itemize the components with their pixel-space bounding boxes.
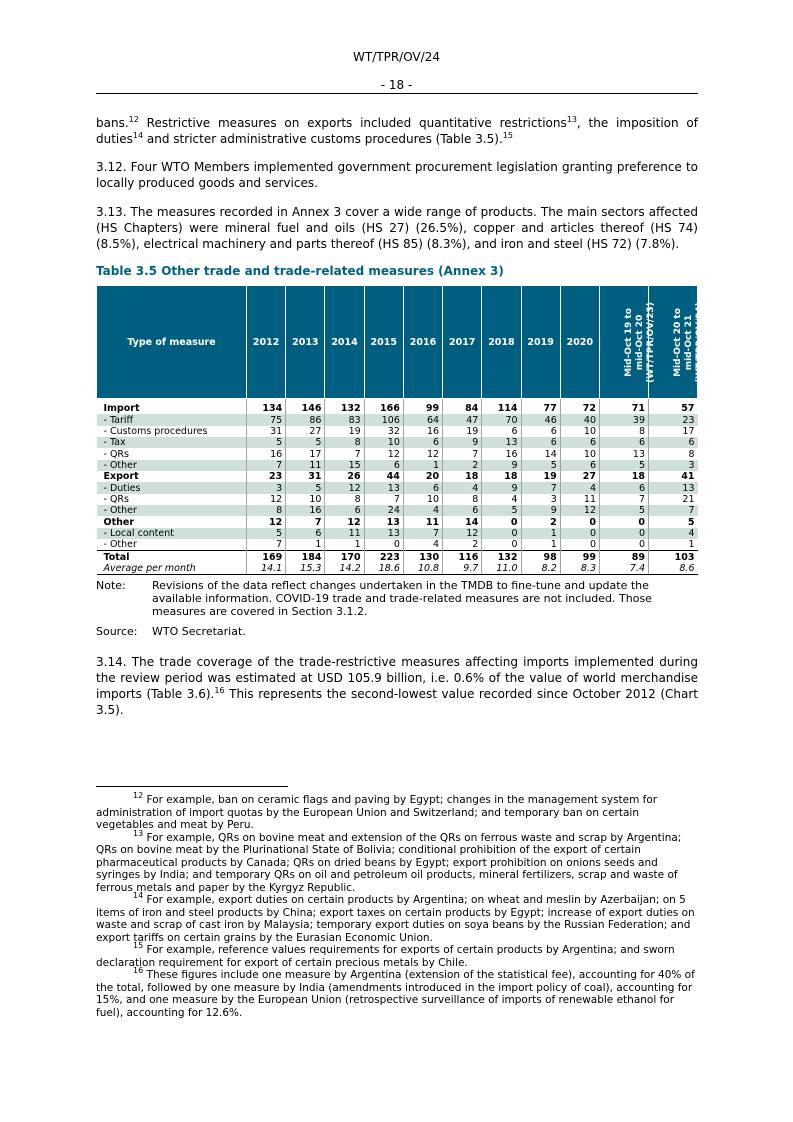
table-cell: 18: [482, 471, 521, 482]
table-cell: 6: [482, 426, 521, 437]
table-cell: 8.6: [649, 563, 698, 575]
table-cell: 18.6: [364, 563, 403, 575]
column-header-year: 2018: [482, 286, 521, 399]
footnote-number: 14: [133, 891, 144, 900]
table-cell: 1: [403, 460, 442, 471]
note-label: Note:: [96, 579, 126, 592]
table-cell: 4: [443, 482, 482, 493]
table-cell: 40: [560, 414, 599, 425]
table-cell: 89: [600, 551, 649, 563]
table-cell: 23: [649, 414, 698, 425]
table-cell: 39: [600, 414, 649, 425]
table-cell: 116: [443, 551, 482, 563]
table-cell: 15.3: [286, 563, 325, 575]
table-cell: 13: [649, 482, 698, 493]
table-cell: 5: [286, 437, 325, 448]
table-cell: 10: [560, 426, 599, 437]
table-cell: 7: [364, 494, 403, 505]
footnote-text: For example, reference values requirements for exports of certain products by Argentina; and sworn declaration requirement for export of certain precious metals by Chile.: [96, 944, 675, 969]
table-cell: 8: [247, 505, 286, 516]
column-header-year: 2014: [325, 286, 364, 399]
table-cell: 11: [325, 528, 364, 539]
column-header-period-label: Mid-Oct 19 to mid-Oct 20 (WT/TPR/OV/23): [623, 301, 656, 383]
table-cell: 7: [600, 494, 649, 505]
column-header-year: 2020: [560, 286, 599, 399]
table-row: [97, 471, 698, 482]
table-cell: 7: [649, 505, 698, 516]
footnote: [96, 966, 698, 1019]
table-cell: 8: [649, 448, 698, 459]
table-cell: 12: [325, 482, 364, 493]
table-cell: 223: [364, 551, 403, 563]
row-label: Other: [103, 516, 135, 528]
table-cell: 71: [600, 403, 649, 414]
footnote: [96, 791, 698, 832]
table-cell: 4: [403, 539, 442, 551]
table-cell: 184: [286, 551, 325, 563]
table-cell: 5: [247, 528, 286, 539]
row-label: Export: [103, 471, 139, 483]
table-cell: 106: [364, 414, 403, 425]
table-cell: 7: [443, 448, 482, 459]
table-cell: 0: [600, 528, 649, 539]
table-cell: 6: [325, 505, 364, 516]
table-cell: 6: [600, 482, 649, 493]
table-cell: 19: [325, 426, 364, 437]
table-cell: 10: [403, 494, 442, 505]
footnote-text: For example, export duties on certain products by Argentina; on wheat and meslin by Azerbaijan; on 5 items of iron and steel products by China; export taxes on certain products by Egypt; increase of export duties on waste and scrap of cast iron by Malaysia; temporary export duties on soya beans by the Russian Federation; and export tariffs on certain grains by the Eurasian Economic Union.: [96, 894, 695, 944]
table-cell: 5: [286, 482, 325, 493]
table-cell: 70: [482, 414, 521, 425]
table-cell: 8: [443, 494, 482, 505]
table-cell: 12: [325, 516, 364, 527]
table-cell: 13: [364, 482, 403, 493]
footnote: [96, 891, 698, 944]
footnote: [96, 941, 698, 969]
table-cell: 10: [560, 448, 599, 459]
table-cell: 166: [364, 403, 403, 414]
column-header-year: 2017: [443, 286, 482, 399]
table-cell: 11: [286, 460, 325, 471]
paragraph-continuation: bans.$^{12}$ Restrictive measures on exports included quantitative restrictions$^{13}$, the imposition of duties$^{14}$ and stricter administrative customs procedures (Table 3.5).$^{15}$: [96, 115, 698, 146]
row-label: - QRs: [103, 448, 129, 460]
table-cell: 4: [649, 528, 698, 539]
table-cell: 12: [443, 528, 482, 539]
table-cell: 31: [286, 471, 325, 482]
table-cell: 7: [247, 539, 286, 551]
table-cell: 5: [247, 437, 286, 448]
table-cell: 12: [247, 494, 286, 505]
table-row: [97, 403, 698, 414]
table-cell: 132: [482, 551, 521, 563]
table-cell: 44: [364, 471, 403, 482]
row-label: - Duties: [97, 482, 247, 493]
table-cell: 13: [364, 528, 403, 539]
table-row: [97, 426, 698, 437]
table-header-row: [97, 286, 698, 399]
table-cell: 10: [286, 494, 325, 505]
table-cell: 21: [649, 494, 698, 505]
table-cell: 0: [560, 516, 599, 527]
table-cell: 7: [403, 528, 442, 539]
table-cell: 46: [521, 414, 560, 425]
table-cell: 0: [600, 539, 649, 551]
table-cell: 6: [286, 528, 325, 539]
table-cell: 1: [521, 539, 560, 551]
table-row: [97, 505, 698, 516]
table-cell: 13: [600, 448, 649, 459]
column-header-year: 2019: [521, 286, 560, 399]
table-cell: 47: [443, 414, 482, 425]
table-cell: 6: [649, 437, 698, 448]
table-cell: 9: [443, 437, 482, 448]
table-cell: 132: [325, 403, 364, 414]
table-cell: 32: [364, 426, 403, 437]
column-header-period-label: Mid-Oct 20 to mid-Oct 21 (WT/TPR/OV/24): [672, 301, 705, 383]
table-cell: 3: [247, 482, 286, 493]
table-cell: 7: [521, 482, 560, 493]
table-row: [97, 460, 698, 471]
row-label: - QRs: [103, 493, 129, 505]
row-label: - Tax: [97, 437, 247, 448]
table-cell: 0: [560, 539, 599, 551]
table-cell: 23: [247, 471, 286, 482]
column-header-type: Type of measure: [97, 286, 247, 399]
table-cell: 6: [560, 460, 599, 471]
table-cell: 1: [325, 539, 364, 551]
table-cell: 6: [560, 437, 599, 448]
table-cell: 9: [482, 460, 521, 471]
row-label: - Tariff: [97, 414, 247, 425]
table-cell: 27: [286, 426, 325, 437]
table-cell: 20: [403, 471, 442, 482]
measures-table: [96, 285, 705, 575]
table-row: [97, 414, 698, 425]
table-cell: 3: [649, 460, 698, 471]
table-cell: 2: [443, 539, 482, 551]
table-cell: 8: [325, 437, 364, 448]
footnote-text: These figures include one measure by Argentina (extension of the statistical fee), accounting for 40% of the total, followed by one measure by India (amendments introduced in the import policy of coal), accounting for 15%, and one measure by the European Union (retrospective surveillance of imports of renewable ethanol for fuel), accounting for 12.6%.: [96, 969, 695, 1019]
table-cell: 12: [403, 448, 442, 459]
table-cell: 5: [482, 505, 521, 516]
table-cell: 7: [247, 460, 286, 471]
table-cell: 86: [286, 414, 325, 425]
footnote: [96, 828, 698, 895]
source-label: Source:: [96, 625, 138, 638]
table-cell: 2: [443, 460, 482, 471]
footnote-number: 12: [133, 791, 144, 800]
table-cell: 5: [600, 460, 649, 471]
table-row: [97, 482, 698, 493]
table-cell: 31: [247, 426, 286, 437]
row-label: - Other: [97, 460, 247, 471]
table-cell: 8.3: [560, 563, 599, 575]
source-text: WTO Secretariat.: [152, 625, 246, 638]
table-cell: 57: [649, 403, 698, 414]
footnote-number: 13: [133, 828, 144, 838]
table-cell: 130: [403, 551, 442, 563]
table-cell: 11: [403, 516, 442, 527]
table-cell: 8: [600, 426, 649, 437]
table-row: [97, 551, 698, 563]
table-cell: 10.8: [403, 563, 442, 575]
table-cell: 13: [482, 437, 521, 448]
table-cell: 3: [521, 494, 560, 505]
table-cell: 14: [521, 448, 560, 459]
table-row: [97, 437, 698, 448]
table-cell: 41: [649, 471, 698, 482]
table-cell: 4: [560, 482, 599, 493]
table-cell: 14.2: [325, 563, 364, 575]
table-cell: 7: [286, 516, 325, 527]
footnote-text: For example, QRs on bovine meat and extension of the QRs on ferrous waste and scrap by Argentina; QRs on bovine meat by the Plurinational State of Bolivia; conditional prohibition of the export of certain pharmaceutical products by Canada; QRs on dried beans by Egypt; export prohibition on onions seeds and syringes by India; and temporary QRs on oil and petroleum oil products, mineral fertilizers, scrap and waste of ferrous metals and paper by the Kyrgyz Republic.: [96, 831, 682, 894]
table-cell: 6: [521, 426, 560, 437]
table-cell: 18: [600, 471, 649, 482]
document-code: WT/TPR/OV/24: [353, 50, 440, 64]
table-cell: 16: [247, 448, 286, 459]
table-cell: 19: [521, 471, 560, 482]
row-label: Import: [103, 403, 140, 415]
table-cell: 169: [247, 551, 286, 563]
paragraph-3-14: 3.14. The trade coverage of the trade-restrictive measures affecting imports implemented during the review period was estimated at USD 105.9 billion, i.e. 0.6% of the value of world merchandise imports (Table 3.6).$^{16}$ This represents the second-lowest value recorded since October 2012 (Chart 3.5).: [96, 655, 698, 717]
footnote-number: 16: [133, 966, 144, 975]
table-cell: 8: [325, 494, 364, 505]
table-cell: 1: [521, 528, 560, 539]
column-header-year: 2016: [403, 286, 442, 399]
table-cell: 15: [325, 460, 364, 471]
table-cell: 77: [521, 403, 560, 414]
table-row: [97, 539, 698, 551]
table-cell: 6: [443, 505, 482, 516]
table-cell: 18: [443, 471, 482, 482]
table-cell: 14: [443, 516, 482, 527]
table-cell: 0: [482, 528, 521, 539]
note-text: Revisions of the data reflect changes undertaken in the TMDB to fine-tune and update the available information. COVID-19 trade and trade-related measures are not included. Those measures are covered in Section 3.1.2.: [152, 579, 652, 618]
table-cell: 5: [521, 460, 560, 471]
footnote-rule: [96, 786, 288, 787]
row-label: - Other: [97, 505, 247, 516]
table-cell: 11.0: [482, 563, 521, 575]
table-cell: 14.1: [247, 563, 286, 575]
column-header-year: 2012: [247, 286, 286, 399]
table-cell: 9: [482, 482, 521, 493]
table-cell: 17: [649, 426, 698, 437]
table-cell: 0: [364, 539, 403, 551]
table-cell: 16: [286, 505, 325, 516]
table-cell: 4: [403, 505, 442, 516]
table-row: [97, 563, 698, 575]
paragraph-3-13: 3.13. The measures recorded in Annex 3 cover a wide range of products. The main sectors affected (HS Chapters) were mineral fuel and oils (HS 27) (26.5%), copper and articles thereof (HS 74) (8.5%), electrical machinery and parts thereof (HS 85) (8.3%), and iron and steel (HS 72) (7.8%).: [96, 205, 698, 251]
table-cell: 0: [600, 516, 649, 527]
table-cell: 6: [521, 437, 560, 448]
table-cell: 0: [560, 528, 599, 539]
table-cell: 83: [325, 414, 364, 425]
table-cell: 114: [482, 403, 521, 414]
table-cell: 5: [600, 505, 649, 516]
column-header-period: [600, 286, 656, 399]
table-cell: 0: [482, 516, 521, 527]
table-cell: 17: [286, 448, 325, 459]
table-cell: 84: [443, 403, 482, 414]
table-cell: 134: [247, 403, 286, 414]
table-cell: 26: [325, 471, 364, 482]
table-cell: 5: [649, 516, 698, 527]
table-cell: 19: [443, 426, 482, 437]
row-label: - Customs procedures: [103, 425, 208, 437]
row-label: Total: [97, 551, 247, 563]
table-cell: 13: [364, 516, 403, 527]
footnote-text: For example, ban on ceramic flags and paving by Egypt; changes in the management system for administration of import quotas by the European Union and Switzerland; and temporary ban on certain vegetables and meat by Peru.: [96, 794, 658, 831]
table-cell: 170: [325, 551, 364, 563]
row-label: Average per month: [97, 563, 247, 575]
table-cell: 10: [364, 437, 403, 448]
page-number: - 18 -: [380, 78, 413, 92]
table-cell: 9: [521, 505, 560, 516]
footnote-number: 15: [133, 941, 144, 950]
table-cell: 6: [364, 460, 403, 471]
table-cell: 1: [286, 539, 325, 551]
table-cell: 12: [364, 448, 403, 459]
table-cell: 99: [403, 403, 442, 414]
table-cell: 2: [521, 516, 560, 527]
table-cell: 75: [247, 414, 286, 425]
table-cell: 27: [560, 471, 599, 482]
row-label: - Local content: [97, 528, 247, 539]
table-cell: 7.4: [600, 563, 649, 575]
table-cell: 11: [560, 494, 599, 505]
table-cell: 146: [286, 403, 325, 414]
table-cell: 72: [560, 403, 599, 414]
table-cell: 12: [560, 505, 599, 516]
column-header-year: 2015: [364, 286, 403, 399]
paragraph-3-12: 3.12. Four WTO Members implemented government procurement legislation granting preference to locally produced goods and services.: [96, 160, 698, 190]
header-rule: [96, 93, 698, 94]
table-row: [97, 494, 698, 505]
table-cell: 0: [482, 539, 521, 551]
table-cell: 16: [403, 426, 442, 437]
table-cell: 6: [403, 482, 442, 493]
table-cell: 24: [364, 505, 403, 516]
column-header-year: 2013: [286, 286, 325, 399]
table-row: [97, 528, 698, 539]
table-cell: 4: [482, 494, 521, 505]
table-cell: 8.2: [521, 563, 560, 575]
table-row: [97, 516, 698, 527]
footnotes: [96, 791, 698, 1019]
table-cell: 98: [521, 551, 560, 563]
table-cell: 16: [482, 448, 521, 459]
row-label: - Other: [103, 539, 137, 551]
table-cell: 12: [247, 516, 286, 527]
table-title: Table 3.5 Other trade and trade-related measures (Annex 3): [96, 264, 504, 278]
table-cell: 1: [649, 539, 698, 551]
table-cell: 6: [403, 437, 442, 448]
table-row: [97, 448, 698, 459]
table-cell: 6: [600, 437, 649, 448]
table-cell: 7: [325, 448, 364, 459]
table-cell: 64: [403, 414, 442, 425]
table-cell: 103: [649, 551, 698, 563]
table-cell: 99: [560, 551, 599, 563]
table-cell: 9.7: [443, 563, 482, 575]
